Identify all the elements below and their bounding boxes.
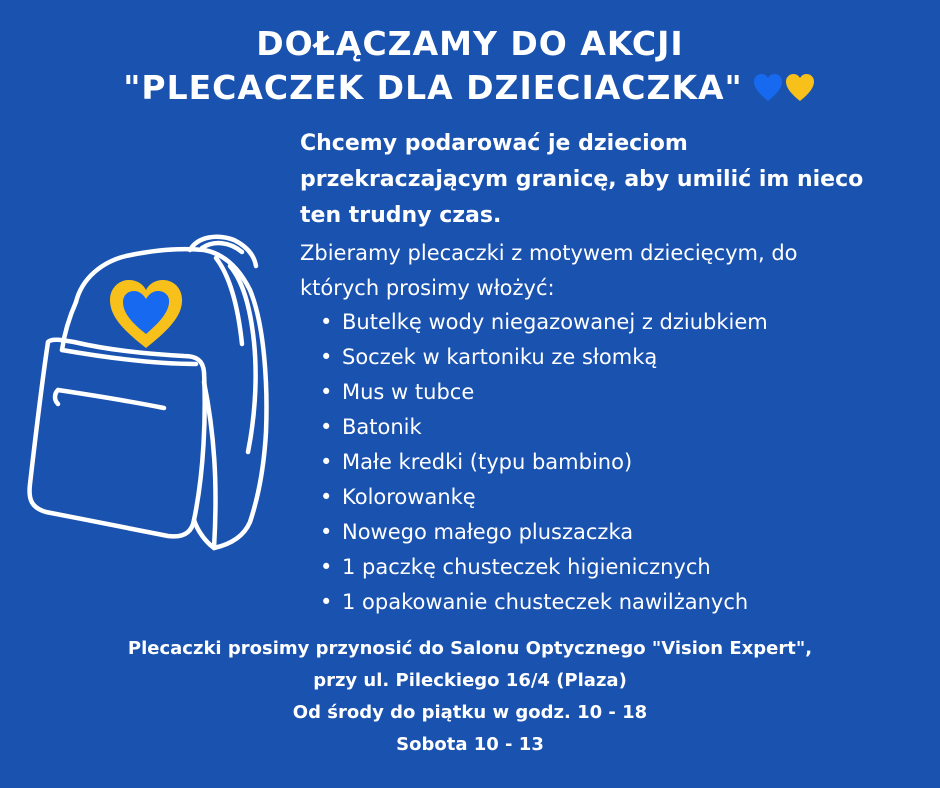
list-item-label: 1 paczkę chusteczek higienicznych [342, 555, 711, 579]
list-item-label: Kolorowankę [342, 485, 476, 509]
list-item [320, 480, 768, 515]
list-item-label: Nowego małego pluszaczka [342, 520, 634, 544]
footer-line-2: przy ul. Pileckiego 16/4 (Plaza) [313, 670, 627, 691]
bullet: • [320, 310, 333, 334]
yellow-heart-icon [786, 74, 814, 101]
intro-text [300, 126, 920, 234]
list-item-label: Soczek w kartoniku ze słomką [342, 345, 658, 369]
list-item [320, 340, 768, 375]
bullet: • [320, 450, 333, 474]
list-item [320, 515, 768, 550]
list-item-label: Małe kredki (typu bambino) [342, 450, 633, 474]
footer-info [0, 633, 940, 761]
bullet: • [320, 590, 333, 614]
bullet: • [320, 485, 333, 509]
list-item [320, 410, 768, 445]
bullet: • [320, 520, 333, 544]
bullet: • [320, 345, 333, 369]
blue-heart-icon [754, 74, 782, 101]
title-line-1: DOŁĄCZAMY DO AKCJI [256, 24, 684, 63]
bullet: • [320, 415, 333, 439]
list-item [320, 445, 768, 480]
paragraph-line-2: których prosimy włożyć: [300, 276, 555, 300]
intro-line-1: Chcemy podarować je dzieciom [300, 131, 688, 156]
bullet: • [320, 380, 333, 404]
title-line-2 [0, 68, 940, 112]
backpack-icon [18, 232, 278, 562]
title-line-2-text: "PLECACZEK DLA DZIECIACZKA" [123, 68, 743, 107]
collection-paragraph [300, 236, 920, 306]
bullet: • [320, 555, 333, 579]
footer-line-4: Sobota 10 - 13 [396, 734, 544, 755]
footer-line-1: Plecaczki prosimy przynosić do Salonu Optycznego "Vision Expert", [127, 638, 813, 659]
list-item [320, 585, 768, 620]
intro-line-2: przekraczającym granicę, aby umilić im nieco [300, 167, 864, 192]
list-item-label: 1 opakowanie chusteczek nawilżanych [342, 590, 749, 614]
list-item-label: Batonik [342, 415, 422, 439]
list-item [320, 375, 768, 410]
list-item [320, 550, 768, 585]
intro-line-3: ten trudny czas. [300, 203, 502, 228]
list-item-label: Mus w tubce [342, 380, 475, 404]
footer-line-3: Od środy do piątku w godz. 10 - 18 [292, 702, 648, 723]
list-item-label: Butelkę wody niegazowanej z dziubkiem [342, 310, 768, 334]
title-hearts [753, 72, 817, 112]
hearts-svg [753, 73, 817, 103]
paragraph-line-1: Zbieramy plecaczki z motywem dziecięcym, do [300, 241, 798, 265]
items-list [320, 305, 768, 620]
list-item [320, 305, 768, 340]
